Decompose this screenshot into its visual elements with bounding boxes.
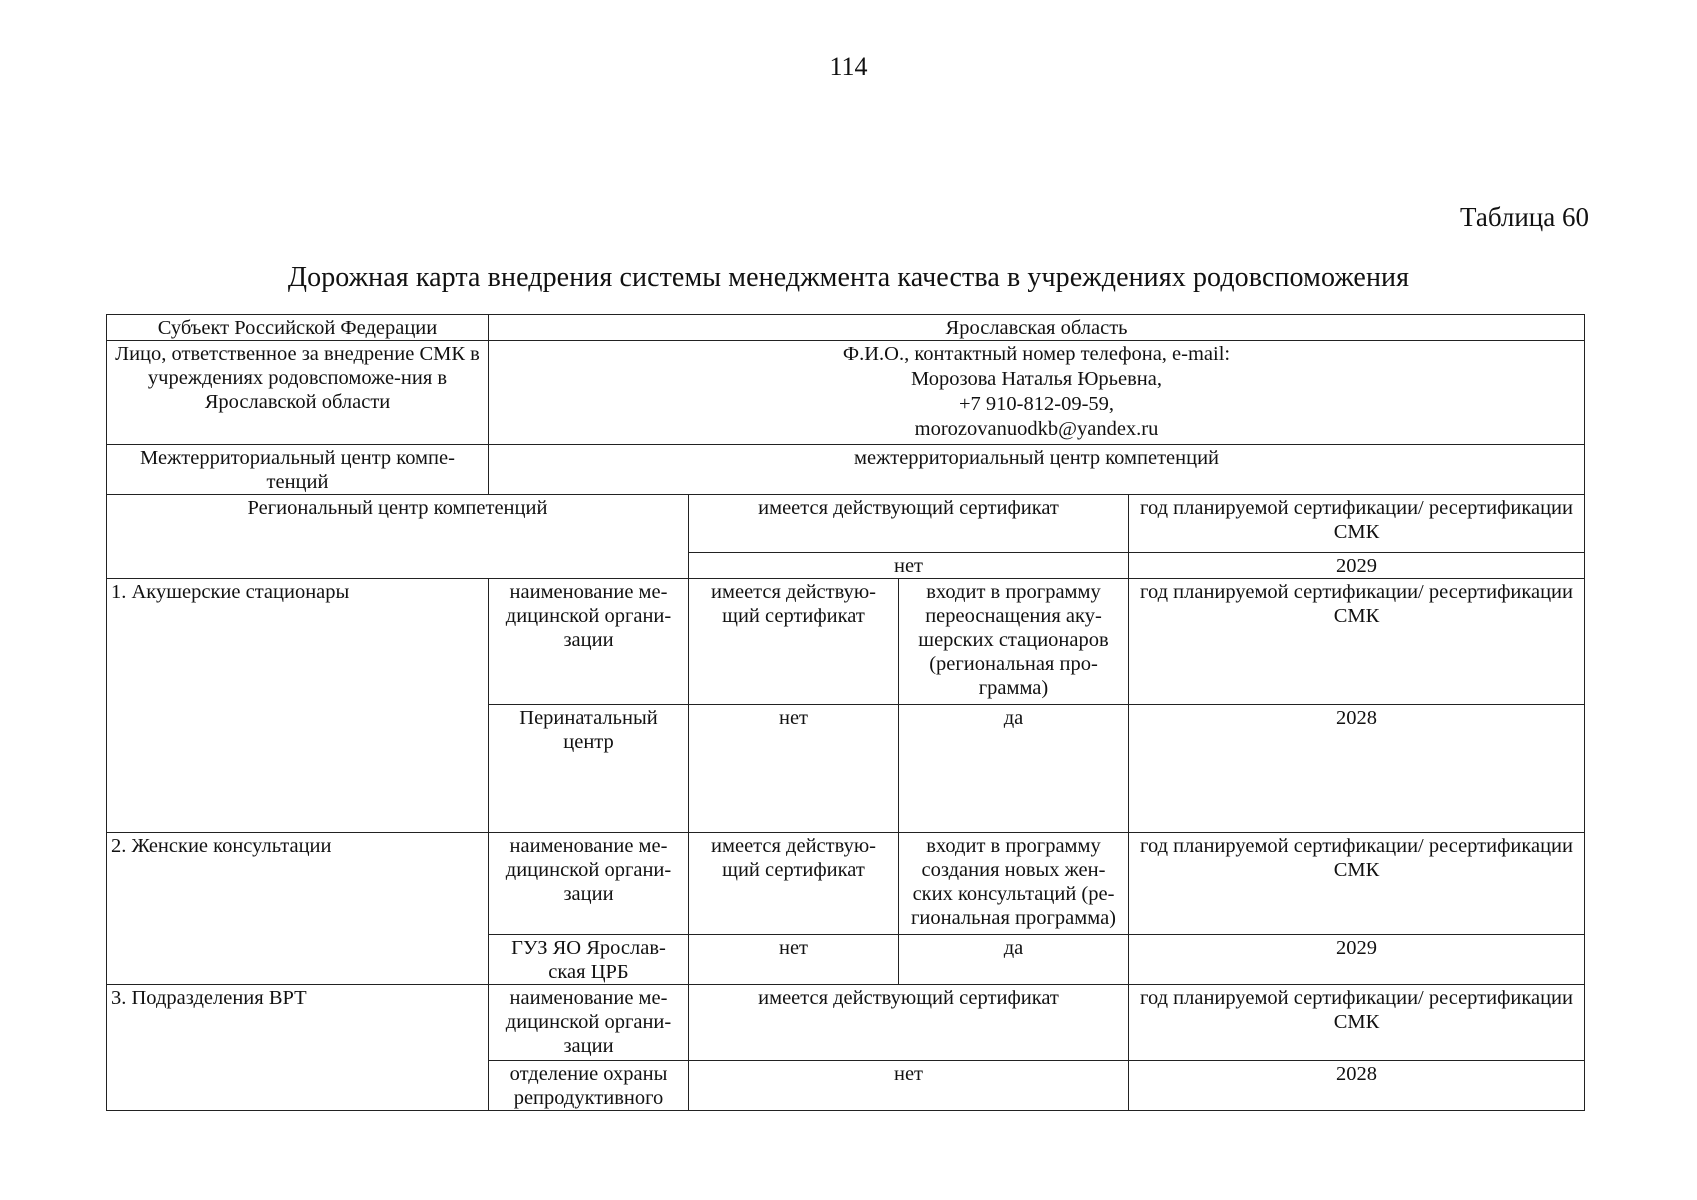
responsible-name: Морозова Наталья Юрьевна, [911,368,1162,390]
section-3-certificate: нет [689,1061,1129,1111]
regional-header-row [107,495,1585,553]
section-1-col-year: год планируемой сертификации/ ресертификации СМК [1129,579,1585,705]
section-2-header-row [107,833,1585,935]
responsible-phone: +7 910-812-09-59, [959,393,1115,415]
section-3-year: 2028 [1129,1061,1585,1111]
subject-label: Субъект Российской Федерации [107,315,489,341]
responsible-fields: Ф.И.О., контактный номер телефона, e-mail: [842,343,1231,365]
table-label: Таблица 60 [1460,202,1589,232]
section-1-program: да [899,705,1129,833]
regional-year: 2029 [1129,553,1585,579]
section-1-year: 2028 [1129,705,1585,833]
section-2-certificate: нет [689,935,899,985]
subject-value: Ярославская область [489,315,1585,341]
interterritorial-row [107,445,1585,495]
section-2-col-program: входит в программу создания новых жен-ских консультаций (ре-гиональная программа) [899,833,1129,935]
section-1-label: 1. Акушерские стационары [107,579,489,833]
document-title: Дорожная карта внедрения системы менеджмента качества в учреждениях родовспоможения [287,262,1410,293]
responsible-email: morozovanuodkb@yandex.ru [914,418,1159,440]
section-3-header-row [107,985,1585,1061]
section-2-col-certificate: имеется действую-щий сертификат [689,833,899,935]
section-1-header-row [107,579,1585,705]
responsible-info [489,341,1585,445]
section-1-certificate: нет [689,705,899,833]
section-1-org-name: Перинатальный центр [489,705,689,833]
regional-certificate: нет [689,553,1129,579]
interterritorial-label: Межтерриториальный центр компе-тенций [107,445,489,495]
page-number: 114 [829,52,868,81]
section-2-org-name: ГУЗ ЯО Ярослав-ская ЦРБ [489,935,689,985]
section-3-org-name: отделение охраны репродуктивного [489,1061,689,1111]
section-1-col-name: наименование ме-дицинской органи-зации [489,579,689,705]
section-3-col-certificate: имеется действующий сертификат [689,985,1129,1061]
regional-col-certificate: имеется действующий сертификат [689,495,1129,553]
section-1-col-program: входит в программу переоснащения аку-шерских стационаров (региональная про-грамма) [899,579,1129,705]
responsible-row [107,341,1585,445]
responsible-label: Лицо, ответственное за внедрение СМК в учреждениях родовспоможе-ния в Ярославской области [107,341,489,445]
section-2-label: 2. Женские консультации [107,833,489,985]
section-1-col-certificate: имеется действую-щий сертификат [689,579,899,705]
regional-label: Региональный центр компетенций [107,495,689,579]
section-2-program: да [899,935,1129,985]
section-3-col-year: год планируемой сертификации/ ресертификации СМК [1129,985,1585,1061]
section-3-label: 3. Подразделения ВРТ [107,985,489,1111]
subject-row [107,315,1585,341]
section-2-col-name: наименование ме-дицинской органи-зации [489,833,689,935]
roadmap-table [106,314,1585,1111]
regional-col-year: год планируемой сертификации/ ресертификации СМК [1129,495,1585,553]
interterritorial-value: межтерриториальный центр компетенций [489,445,1585,495]
section-3-col-name: наименование ме-дицинской органи-зации [489,985,689,1061]
section-2-col-year: год планируемой сертификации/ ресертификации СМК [1129,833,1585,935]
section-2-year: 2029 [1129,935,1585,985]
